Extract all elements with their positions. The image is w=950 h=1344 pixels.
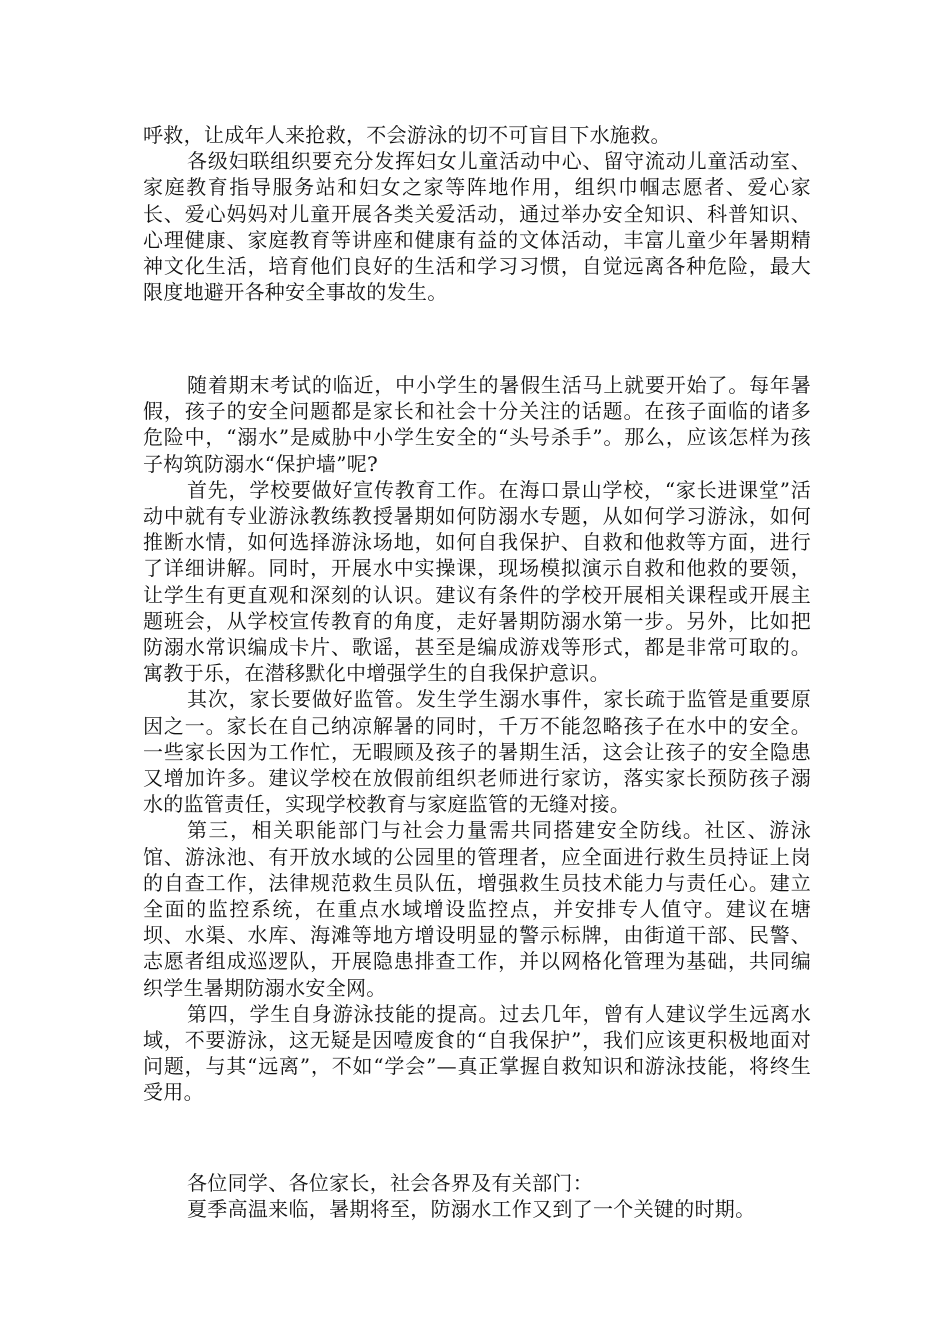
paragraph: 夏季高温来临，暑期将至，防溺水工作又到了一个关键的时期。 [187, 1197, 756, 1222]
salutation: 各位同学、各位家长，社会各界及有关部门： [187, 1171, 593, 1195]
paragraph: 第四，学生自身游泳技能的提高。过去几年，曾有人建议学生远离水域，不要游泳，这无疑是因噎废食的“自我保护”，我们应该更积极地面对问题，与其“远离”，不如“学会”—真正掌握自救知识和游泳技能，将终生受用。 [143, 1001, 811, 1105]
section-womens-federation [143, 122, 811, 305]
paragraph: 首先，学校要做好宣传教育工作。在海口景山学校，“家长进课堂”活动中就有专业游泳教练教授暑期如何防溺水专题，从如何学习游泳，如何推断水情，如何选择游泳场地，如何自我保护、自救和他救等方面，进行了详细讲解。同时，开展水中实操课，现场模拟演示自救和他救的要领，让学生有更直观和深刻的认识。建议有条件的学校开展相关课程或开展主题班会，从学校宣传教育的角度，走好暑期防溺水第一步。另外，比如把防溺水常识编成卡片、歌谣，甚至是编成游戏等形式，都是非常可取的。寓教于乐，在潜移默化中增强学生的自我保护意识。 [143, 477, 811, 686]
paragraph: 其次，家长要做好监管。发生学生溺水事件，家长疏于监管是重要原因之一。家长在自己纳凉解暑的同时，千万不能忽略孩子在水中的安全。一些家长因为工作忙，无暇顾及孩子的暑期生活，这会让孩子的安全隐患又增加许多。建议学校在放假前组织老师进行家访，落实家长预防孩子溺水的监管责任，实现学校教育与家庭监管的无缝对接。 [143, 687, 811, 817]
section-letter-opening [143, 1170, 811, 1222]
paragraph: 随着期末考试的临近，中小学生的暑假生活马上就要开始了。每年暑假，孩子的安全问题都是家长和社会十分关注的话题。在孩子面临的诸多危险中，“溺水”是威胁中小学生安全的“头号杀手”。那么，应该怎样为孩子构筑防溺水“保护墙”呢? [143, 373, 811, 476]
section-drowning-prevention [143, 372, 811, 1106]
paragraph: 各级妇联组织要充分发挥妇女儿童活动中心、留守流动儿童活动室、家庭教育指导服务站和妇女之家等阵地作用，组织巾帼志愿者、爱心家长、爱心妈妈对儿童开展各类关爱活动，通过举办安全知识、科普知识、心理健康、家庭教育等讲座和健康有益的文体活动，丰富儿童少年暑期精神文化生活，培育他们良好的生活和学习习惯，自觉远离各种危险，最大限度地避开各种安全事故的发生。 [143, 149, 811, 305]
paragraph: 呼救，让成年人来抢救，不会游泳的切不可盲目下水施救。 [143, 123, 671, 147]
paragraph: 第三，相关职能部门与社会力量需共同搭建安全防线。社区、游泳馆、游泳池、有开放水域的公园里的管理者，应全面进行救生员持证上岗的自查工作，法律规范救生员队伍，增强救生员技术能力与责任心。建立全面的监控系统，在重点水域增设监控点，并安排专人值守。建议在塘坝、水渠、水库、海滩等地方增设明显的警示标牌，由街道干部、民警、志愿者组成巡逻队，开展隐患排查工作，并以网格化管理为基础，共同编织学生暑期防溺水安全网。 [143, 818, 811, 1000]
